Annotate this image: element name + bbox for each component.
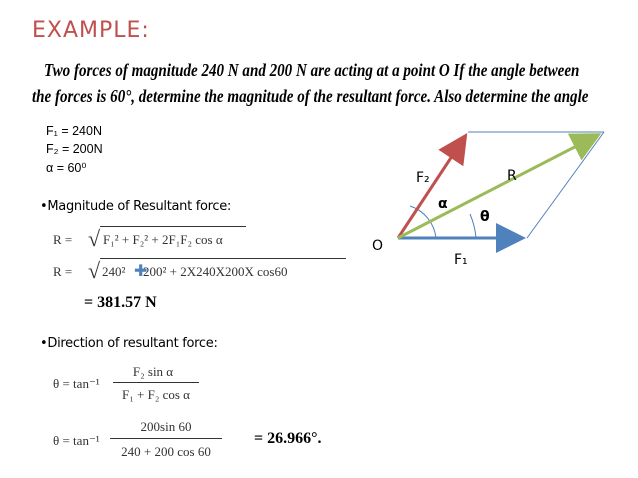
direction-numerator-2: 200sin 60 [140,419,192,434]
direction-numerator: F₂ sin α [132,364,174,379]
origin-label: O [372,238,384,254]
direction-heading: •Direction of resultant force: [40,336,218,351]
magnitude-formula: F₁² + F₂² + 2F₁F₂ cos α [103,232,223,247]
direction-denominator-2: 240 + 200 cos 60 [121,444,211,459]
magnitude-lhs-2: R = [53,264,73,279]
f1-label: F₁ [454,252,468,268]
given-alpha: α = 60⁰ [46,161,87,175]
given-f2: F₂ = 200N [46,142,103,156]
sqrt-sign-2: √ [88,258,101,283]
magnitude-lhs: R = [53,232,73,247]
problem-line-2: the forces is 60°, determine the magnitude of the resultant force. Also determine the angle [32,86,589,106]
problem-line-1: Two forces of magnitude 240 N and 200 N are acting at a point O If the angle between [44,60,580,80]
example-heading: EXAMPLE: [32,18,150,43]
given-f1: F₁ = 240N [46,124,102,138]
sqrt-sign: √ [88,226,101,251]
direction-lhs-2: θ = tan⁻¹ [53,433,100,448]
parallelogram-right-edge [527,132,604,238]
theta-arc [470,214,476,238]
magnitude-result: = 381.57 N [84,294,157,311]
direction-result: = 26.966°. [254,430,322,447]
direction-denominator: F₁ + F₂ cos α [122,387,190,402]
substituted-b: 200² + 2X240X200X cos60 [143,264,288,279]
direction-lhs: θ = tan⁻¹ [53,376,100,391]
plus-cursor-icon: ✚ [134,263,148,280]
resultant-label: R [507,168,517,184]
resultant-arrow [398,136,596,238]
alpha-label: α [438,196,448,212]
substituted-a: 240² [102,264,126,279]
f2-label: F₂ [416,170,430,186]
theta-label: θ [480,209,490,225]
magnitude-heading: •Magnitude of Resultant force: [40,199,232,214]
